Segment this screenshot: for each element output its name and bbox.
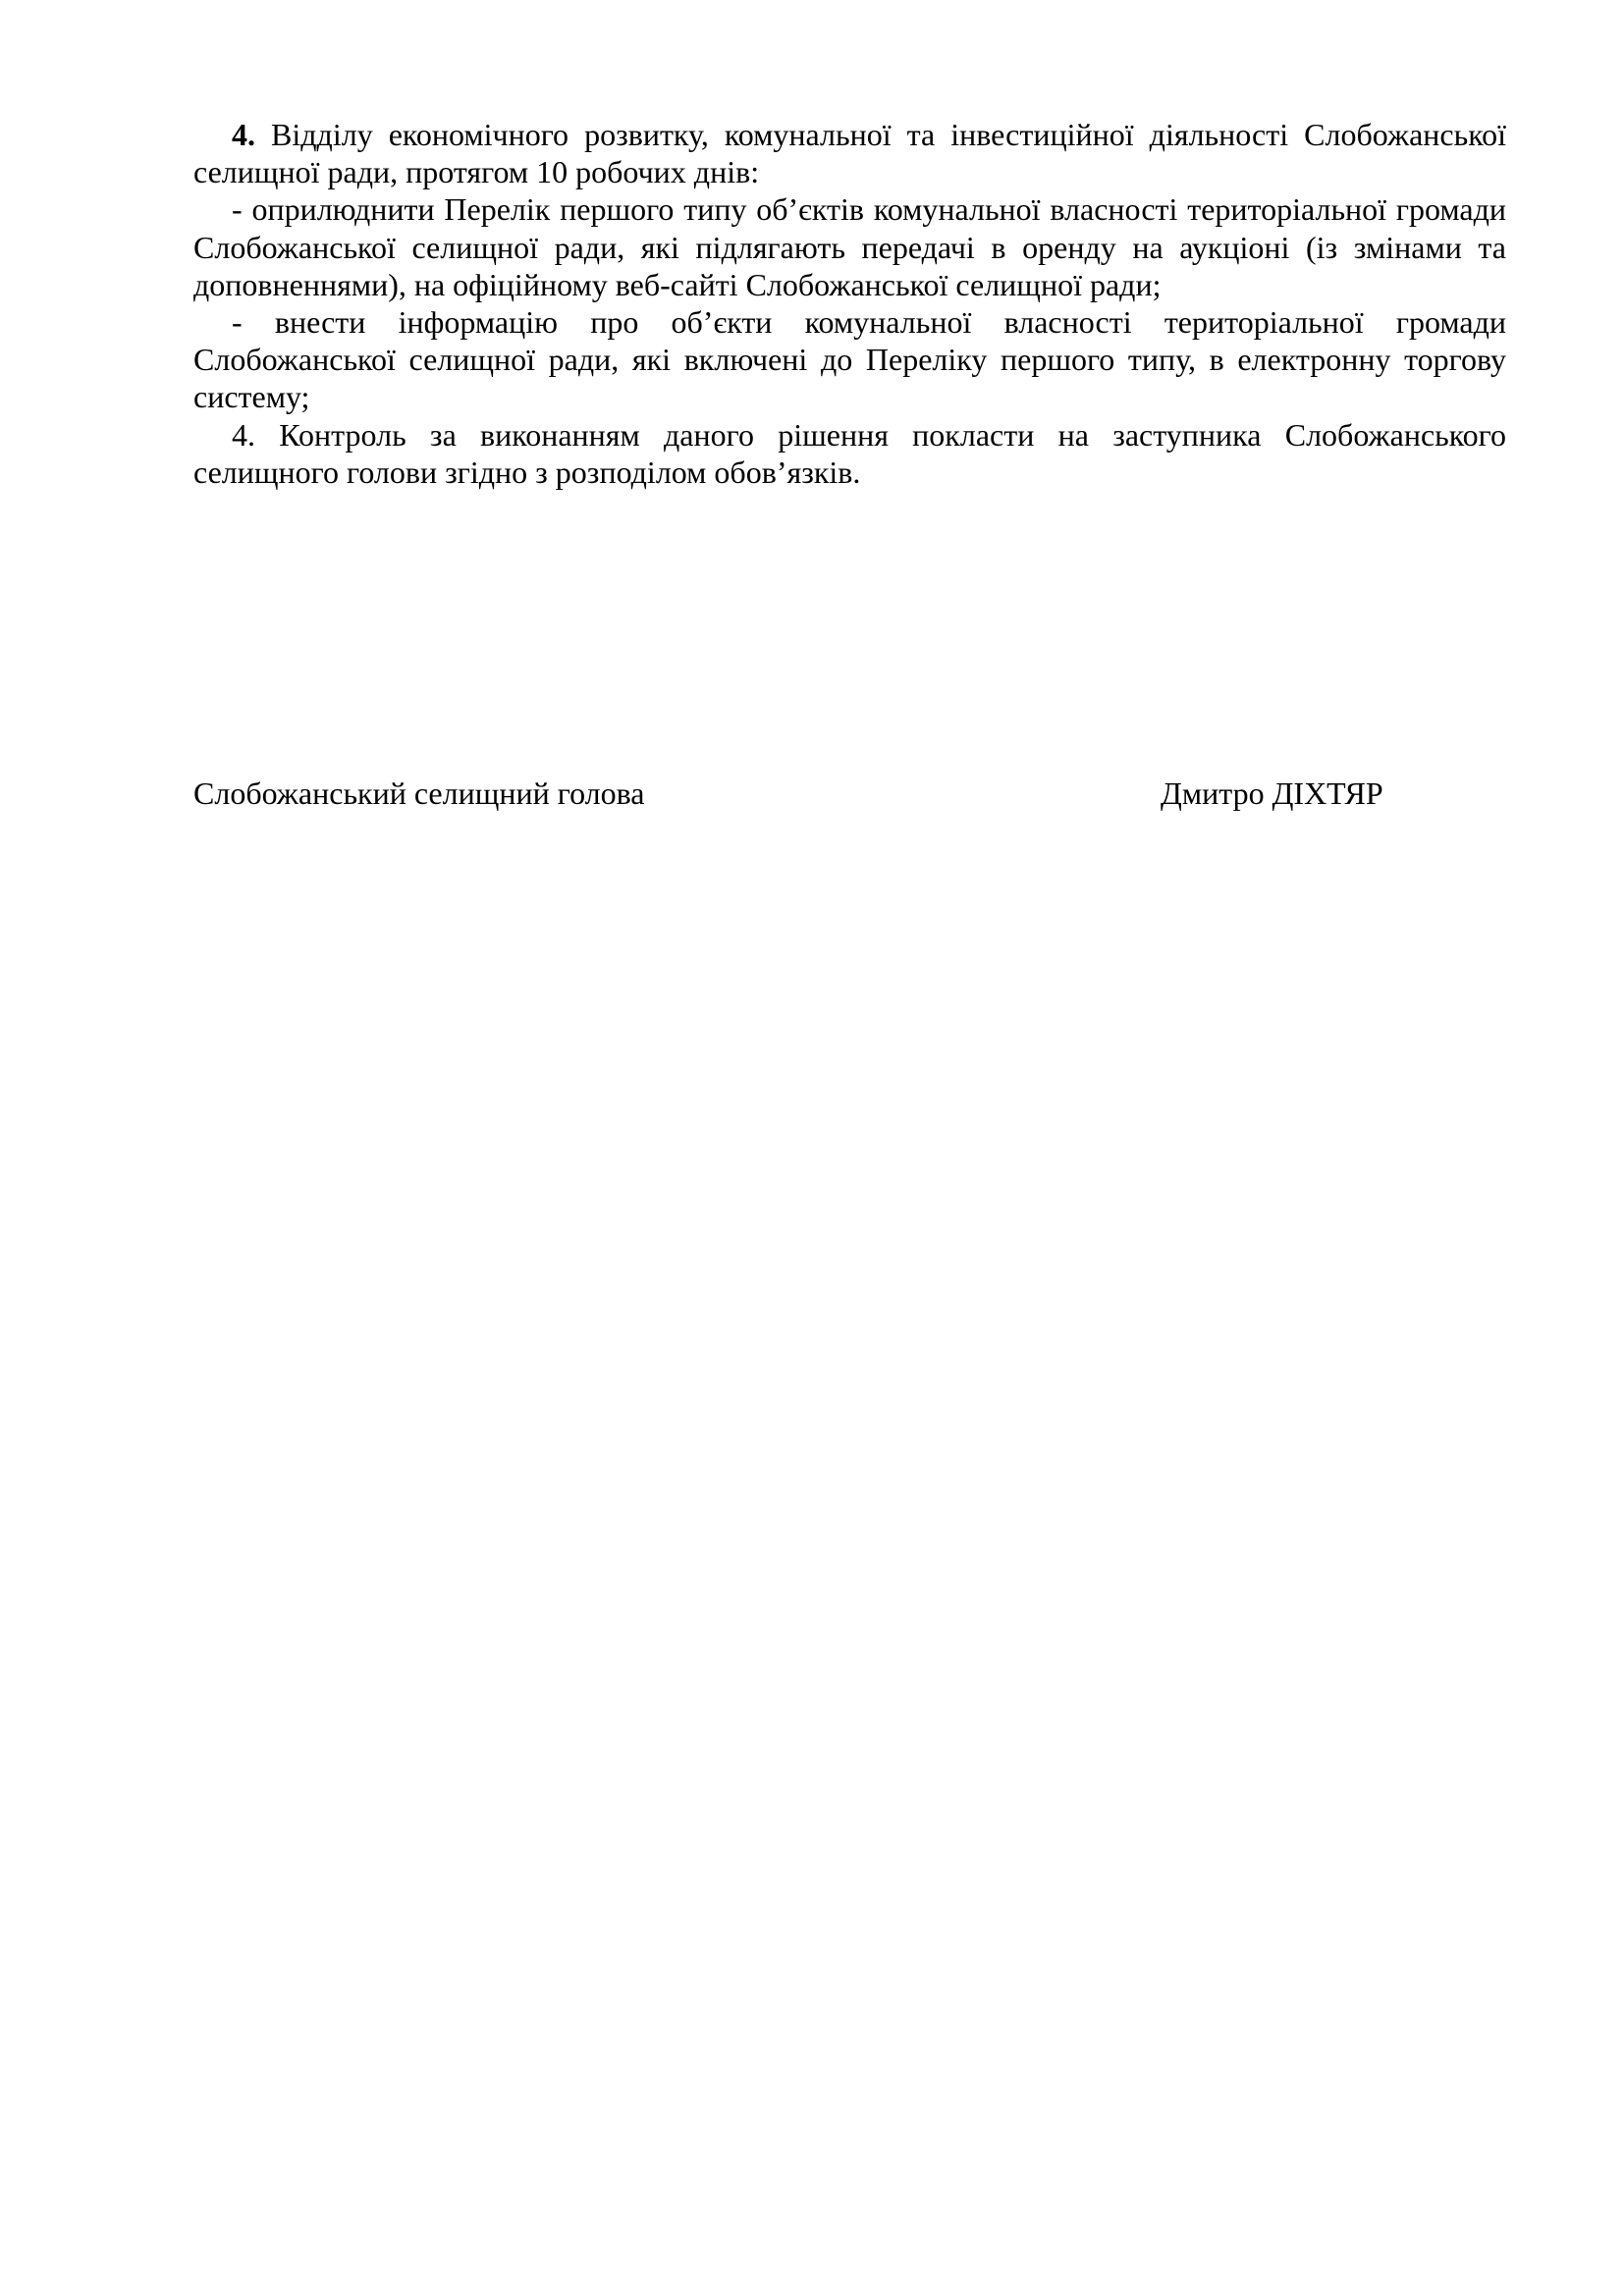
paragraph-text: - оприлюднити Перелік першого типу об’єктів комунальної власності територіальної громади Слобожанської селищної ради, які підлягають передачі в оренду на аукціоні (із змінами та доповненнями), на офіційному веб-сайті Слобожанської селищної ради; xyxy=(193,191,1506,302)
paragraph-control xyxy=(193,416,1506,491)
paragraph-publish-list xyxy=(193,190,1506,303)
paragraph-item-4 xyxy=(193,116,1506,190)
paragraph-text: 4. Контроль за виконанням даного рішення покласти на заступника Слобожанського селищного голови згідно з розподілом обов’язків. xyxy=(193,416,1506,490)
paragraph-text: Відділу економічного розвитку, комунальної та інвестиційної діяльності Слобожанської селищної ради, протягом 10 робочих днів: xyxy=(193,117,1507,190)
item-number: 4. xyxy=(232,117,255,152)
paragraph-text: - внести інформацію про об’єкти комунальної власності територіальної громади Слобожанської селищної ради, які включені до Переліку першого типу, в електронну торгову систему; xyxy=(193,304,1506,415)
signer-position: Слобожанський селищний голова xyxy=(193,775,645,811)
paragraph-trading-system xyxy=(193,303,1506,416)
document-body xyxy=(193,116,1506,491)
signer-name: Дмитро ДІХТЯР xyxy=(1161,775,1383,811)
